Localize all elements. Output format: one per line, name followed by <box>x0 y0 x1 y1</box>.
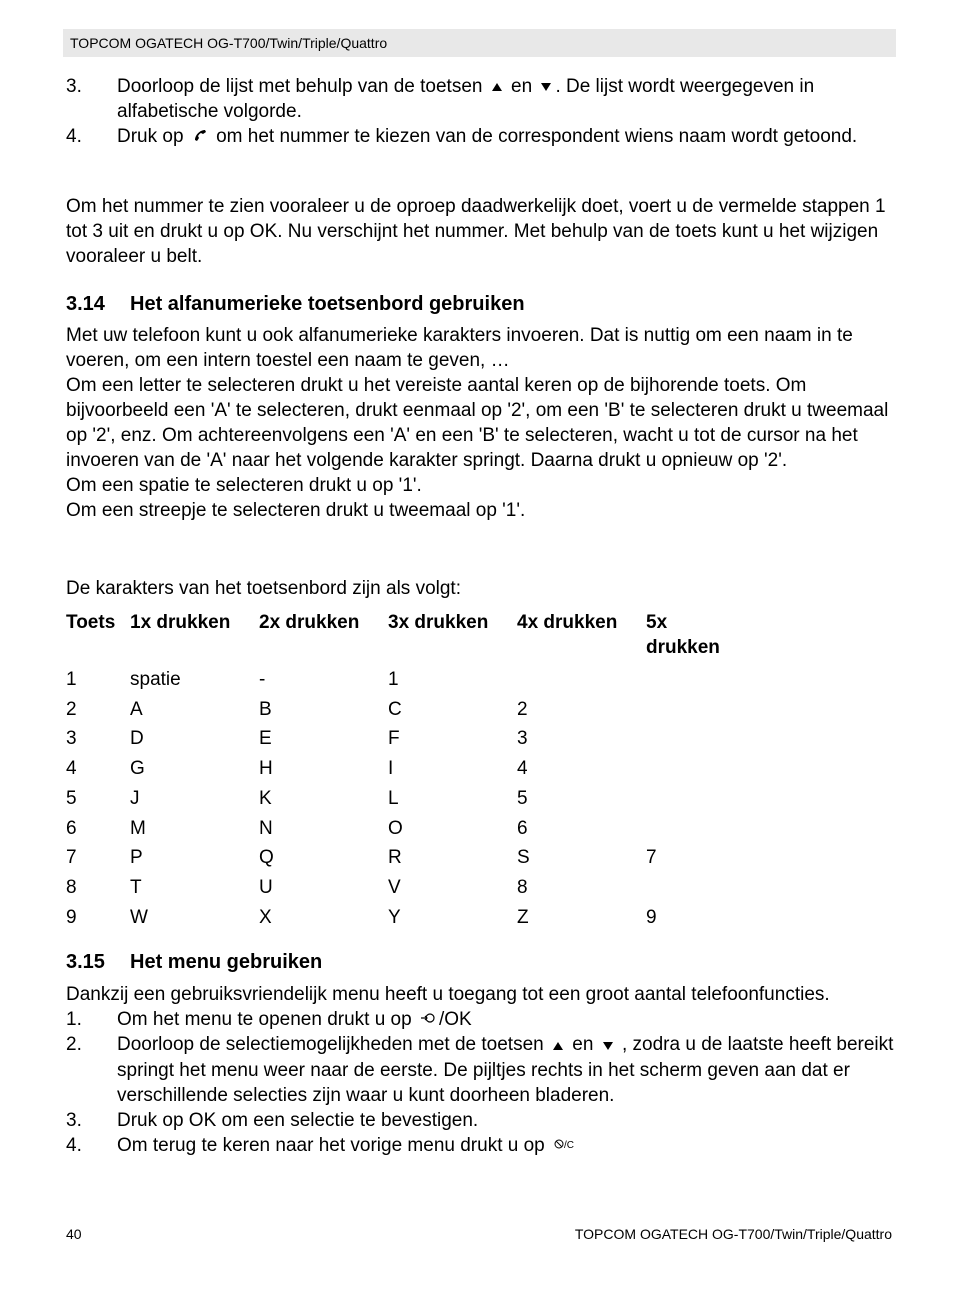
page-header: TOPCOM OGATECH OG-T700/Twin/Triple/Quattro <box>63 29 896 57</box>
table-cell: Z <box>517 906 529 928</box>
table-row <box>66 695 746 725</box>
column-header: 3x drukken <box>388 612 489 633</box>
column-header: 2x drukken <box>259 612 360 633</box>
table-cell: R <box>388 847 402 869</box>
table-cell: 2 <box>517 698 528 720</box>
column-header: 4x drukken <box>517 612 618 633</box>
table-cell: 8 <box>517 876 528 898</box>
list-text: Doorloop de selectiemogelijkheden met de toetsen <box>117 1034 544 1056</box>
table-cell <box>646 814 746 844</box>
table-cell <box>646 724 746 754</box>
table-cell: 7 <box>646 847 657 869</box>
table-cell: V <box>388 876 401 898</box>
list-text: Druk op OK om een selectie te bevestigen. <box>117 1109 479 1131</box>
table-cell: P <box>130 847 143 869</box>
list-text: , zodra u de laatste heeft bereikt springt het menu weer naar de eerste. De pijltjes rechts in het scherm geven aan dat er verschillende selecties zijn waar u kunt doorheen bladeren. <box>117 1034 894 1106</box>
list-item <box>66 74 896 124</box>
back-clear-key-icon <box>553 1133 579 1158</box>
list-text: Druk op <box>117 126 184 148</box>
table-cell: B <box>259 698 272 720</box>
svg-text:/C: /C <box>564 1140 575 1152</box>
paragraph: Om een streepje te selecteren drukt u tweemaal op '1'. <box>66 500 526 521</box>
arrow-up-icon <box>552 1033 564 1058</box>
list-item <box>66 1108 896 1133</box>
table-cell <box>646 754 746 784</box>
list-number: 3. <box>66 1109 82 1131</box>
list-item <box>66 1032 896 1107</box>
list-text: om het nummer te kiezen van de correspondent wiens naam wordt getoond. <box>216 126 858 148</box>
table-row <box>66 784 746 814</box>
column-header: 5x drukken <box>646 612 720 658</box>
table-cell: 1 <box>66 669 77 690</box>
list-item <box>66 1133 896 1158</box>
list-text: Om terug te keren naar het vorige menu drukt u op <box>117 1134 545 1156</box>
table-row <box>66 754 746 784</box>
table-intro: De karakters van het toetsenbord zijn als volgt: <box>66 578 461 599</box>
table-row <box>66 724 746 754</box>
table-cell: T <box>130 876 142 898</box>
arrow-down-icon <box>540 74 552 99</box>
table-cell: 7 <box>66 847 77 869</box>
table-cell <box>646 695 746 725</box>
table-cell: O <box>388 817 403 839</box>
list-number: 1. <box>66 1009 82 1030</box>
table-cell <box>646 873 746 903</box>
table-cell: Y <box>388 906 401 928</box>
table-cell: U <box>259 876 273 898</box>
table-cell: - <box>259 669 266 690</box>
table-cell: F <box>388 728 400 750</box>
table-header-row <box>66 610 746 665</box>
table-cell: 9 <box>66 906 77 928</box>
table-cell: A <box>130 698 143 720</box>
menu-key-icon <box>420 1007 436 1032</box>
keyboard-character-table <box>66 610 746 932</box>
table-row <box>66 873 746 903</box>
table-cell: 1 <box>388 669 399 690</box>
list-number: 2. <box>66 1034 82 1056</box>
table-cell: spatie <box>130 669 181 690</box>
list-text: en <box>572 1034 594 1056</box>
page-number: 40 <box>66 1226 82 1242</box>
table-cell: 5 <box>517 787 528 809</box>
top-list <box>66 74 896 150</box>
list-number: 3. <box>66 76 82 97</box>
table-cell: 8 <box>66 876 77 898</box>
table-cell: 5 <box>66 787 77 809</box>
list-item <box>66 1007 896 1032</box>
table-cell <box>517 665 646 695</box>
table-cell <box>646 784 746 814</box>
table-row <box>66 665 746 695</box>
table-cell: N <box>259 817 273 839</box>
arrow-up-icon <box>491 74 503 99</box>
column-header: Toets <box>66 612 116 633</box>
table-cell: D <box>130 728 144 750</box>
table-cell: J <box>130 787 140 809</box>
list-item <box>66 124 896 149</box>
paragraph: Dankzij een gebruiksvriendelijk menu heeft u toegang tot een groot aantal telefoonfuncties. <box>66 984 830 1005</box>
table-cell: L <box>388 787 399 809</box>
table-cell: E <box>259 728 272 750</box>
table-cell: S <box>517 847 530 869</box>
section-title: Het menu gebruiken <box>130 951 323 973</box>
table-cell: 4 <box>66 758 77 780</box>
table-cell <box>646 665 746 695</box>
table-cell: G <box>130 758 145 780</box>
section-number: 3.15 <box>66 951 105 973</box>
table-row <box>66 814 746 844</box>
table-row <box>66 903 746 933</box>
list-text: /OK <box>438 1009 472 1030</box>
table-cell: K <box>259 787 272 809</box>
table-cell: 6 <box>66 817 77 839</box>
list-text: . De lijst wordt weergegeven in alfabetische volgorde. <box>117 76 815 123</box>
section-3-14-body <box>66 323 896 523</box>
paragraph: Om een letter te selecteren drukt u het vereiste aantal keren op de bijhorende toets. Om bijvoorbeeld een 'A' te selecteren, drukt eenmaal op '2', om een 'B' te selecteren drukt u tweemaal op '2', enz. Om achtereenvolgens een 'A' en een 'B' te selecteren, wacht u tot de cursor na het invoeren van de 'A' naar het volgende karakter springt. Daarna drukt u opnieuw op '2'. <box>66 375 889 471</box>
table-cell: 6 <box>517 817 528 839</box>
section-heading-3-14 <box>66 292 896 317</box>
list-text: en <box>511 76 533 97</box>
list-number: 4. <box>66 126 82 148</box>
list-text: Om het menu te openen drukt u op <box>117 1009 412 1030</box>
paragraph: Om een spatie te selecteren drukt u op '1'. <box>66 475 422 496</box>
section-number: 3.14 <box>66 293 105 315</box>
table-cell: W <box>130 906 148 928</box>
list-number: 4. <box>66 1134 82 1156</box>
footer-title: TOPCOM OGATECH OG-T700/Twin/Triple/Quattro <box>574 1226 892 1242</box>
table-cell: 2 <box>66 698 77 720</box>
table-cell: M <box>130 817 146 839</box>
table-cell: 3 <box>517 728 528 750</box>
table-cell: 9 <box>646 906 657 928</box>
paragraph: Met uw telefoon kunt u ook alfanumerieke karakters invoeren. Dat is nuttig om een naam in te voeren, om een intern toestel een naam te geven, … <box>66 325 853 371</box>
table-cell: X <box>259 906 272 928</box>
arrow-down-icon <box>602 1033 614 1058</box>
table-cell: 3 <box>66 728 77 750</box>
section-heading-3-15 <box>66 950 896 975</box>
table-cell: I <box>388 758 394 780</box>
section-3-15-body <box>66 982 896 1158</box>
table-cell: Q <box>259 847 274 869</box>
table-cell: C <box>388 698 402 720</box>
list-text: Doorloop de lijst met behulp van de toetsen <box>117 76 483 97</box>
table-cell: 4 <box>517 758 528 780</box>
preview-paragraph: Om het nummer te zien vooraleer u de oproep daadwerkelijk doet, voert u de vermelde stappen 1 tot 3 uit en drukt u op OK. Nu verschijnt het nummer. Met behulp van de toets kunt u het wijzigen vooraleer u belt. <box>66 196 886 267</box>
column-header: 1x drukken <box>130 612 231 633</box>
section-title: Het alfanumerieke toetsenbord gebruiken <box>130 293 525 315</box>
table-cell: H <box>259 758 273 780</box>
table-row <box>66 843 746 873</box>
phone-icon <box>192 125 208 150</box>
